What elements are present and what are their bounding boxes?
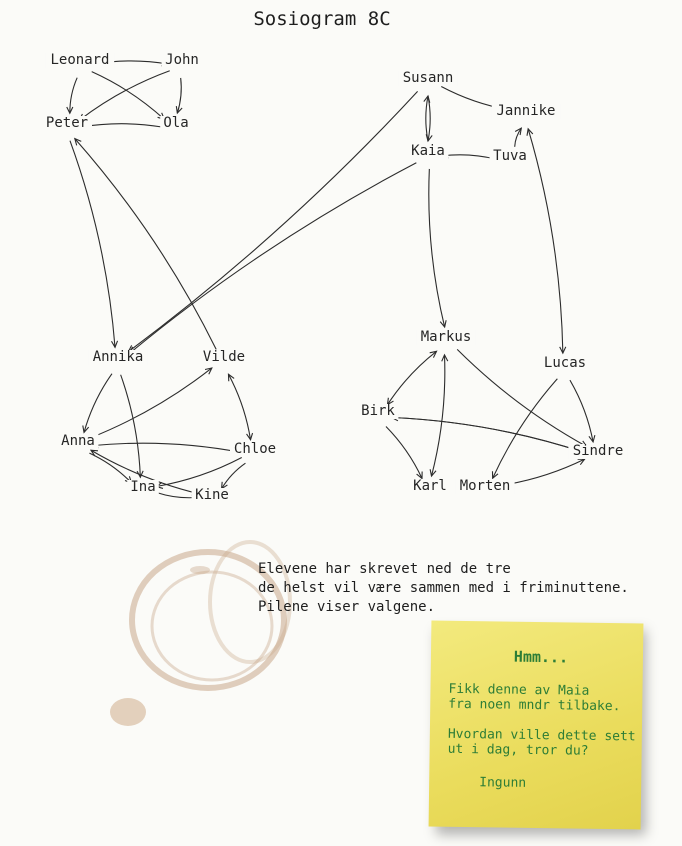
choice-arrow xyxy=(430,355,448,476)
choice-arrow xyxy=(570,380,595,442)
student-label: Birk xyxy=(361,403,395,419)
student-label: Anna xyxy=(61,433,95,449)
choice-arrow xyxy=(67,78,77,114)
student-label: Sindre xyxy=(572,443,624,459)
student-label: Markus xyxy=(420,329,472,345)
student-label: Ola xyxy=(163,115,189,131)
choice-arrow xyxy=(156,457,241,488)
student-label: Chloe xyxy=(233,441,277,457)
note-line: ut i dag, tror du? xyxy=(447,741,589,759)
sticky-note xyxy=(430,622,648,840)
student-label: Jannike xyxy=(496,103,556,119)
student-label: Susann xyxy=(402,70,454,86)
student-label: Ina xyxy=(130,479,156,495)
student-label: Lucas xyxy=(543,355,587,371)
choice-arrow xyxy=(75,139,216,350)
choice-arrow xyxy=(492,379,557,479)
choice-arrow xyxy=(429,169,446,327)
student-label: Leonard xyxy=(50,52,110,68)
note-line: Hvordan ville dette sett xyxy=(447,726,636,745)
choice-arrow xyxy=(527,129,566,353)
choice-arrow xyxy=(222,463,246,489)
choice-arrow xyxy=(387,351,436,404)
student-label: Morten xyxy=(459,478,511,494)
choice-arrows xyxy=(67,60,595,501)
caption-line: de helst vil være sammen med i friminuttene. xyxy=(258,580,629,596)
student-label: Kaia xyxy=(411,143,445,159)
choice-arrow xyxy=(392,415,584,453)
choice-arrow xyxy=(81,123,162,129)
choice-arrow xyxy=(83,374,112,433)
choice-arrow xyxy=(70,141,118,348)
student-label: John xyxy=(165,52,199,68)
note-line: Fikk denne av Maia xyxy=(448,681,590,699)
choice-arrow xyxy=(515,128,522,147)
student-label: Peter xyxy=(45,115,89,131)
student-label: Tuva xyxy=(493,148,527,164)
choice-arrow xyxy=(92,72,165,120)
choice-arrow xyxy=(176,78,182,113)
choice-arrow xyxy=(92,442,241,452)
choice-arrow xyxy=(386,427,422,479)
sticky-note-paper xyxy=(429,621,644,830)
caption-line: Elevene har skrevet ned de tre xyxy=(258,561,511,577)
choice-arrow xyxy=(121,375,144,478)
choice-arrow xyxy=(392,418,584,454)
note-signature: Ingunn xyxy=(479,775,527,791)
caption xyxy=(258,560,668,617)
choice-arrow xyxy=(442,152,496,159)
caption-line: Pilene viser valgene. xyxy=(258,599,436,615)
student-labels xyxy=(42,52,628,503)
note-heading: Hmm... xyxy=(513,647,569,667)
choice-arrow xyxy=(228,374,252,439)
diagram-title: Sosiogram 8C xyxy=(253,8,391,30)
student-label: Vilde xyxy=(202,349,246,365)
student-label: Kine xyxy=(195,487,229,503)
choice-arrow xyxy=(130,163,417,354)
student-label: Annika xyxy=(92,349,144,365)
note-line: fra noen mndr tilbake. xyxy=(448,696,621,715)
student-label: Karl xyxy=(413,478,447,494)
